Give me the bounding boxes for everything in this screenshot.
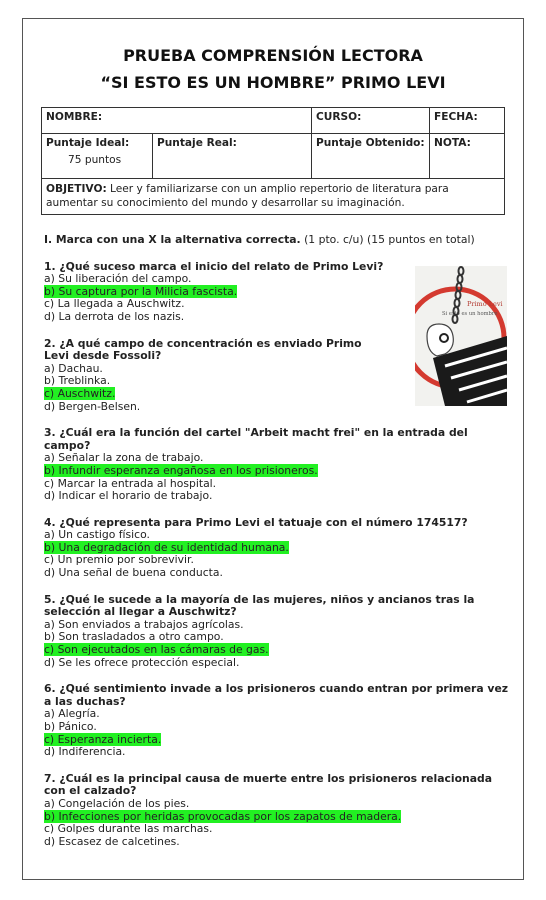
curso-field[interactable]: CURSO: — [312, 108, 430, 134]
nombre-field[interactable]: NOMBRE: — [42, 108, 312, 134]
question-5 — [44, 594, 514, 670]
cover-author: Primo Levi — [467, 300, 503, 308]
option-c[interactable]: c) Marcar la entrada al hospital. — [44, 476, 217, 490]
section-heading-detail: (1 pto. c/u) (15 puntos en total) — [300, 233, 475, 246]
puntaje-real-field[interactable]: Puntaje Real: — [153, 134, 312, 179]
student-info-table — [41, 107, 505, 215]
highlighted-answer: c) Son ejecutados en las cámaras de gas. — [44, 643, 269, 657]
option-b[interactable]: b) Pánico. — [44, 720, 97, 733]
question-text: 1. ¿Qué suceso marca el inicio del relato de Primo Levi? — [44, 259, 384, 273]
puntaje-ideal-label: Puntaje Ideal: — [46, 137, 130, 149]
objetivo-label: OBJETIVO: — [46, 183, 107, 195]
question-6 — [44, 683, 514, 759]
highlighted-answer: c) Esperanza incierta. — [44, 732, 162, 746]
option-c[interactable]: c) Un premio por sobrevivir. — [44, 553, 194, 567]
option-c[interactable]: c) La llegada a Auschwitz. — [44, 297, 185, 311]
question-3 — [44, 427, 514, 503]
highlighted-answer: b) Su captura por la Milicia fascista. — [44, 284, 238, 298]
question-text: 4. ¿Qué representa para Primo Levi el tatuaje con el número 174517? — [44, 515, 468, 529]
section-heading-bold: I. Marca con una X la alternativa correcta. — [44, 233, 301, 246]
option-d[interactable]: d) Se les ofrece protección especial. — [44, 655, 240, 669]
question-text: 5. ¿Qué le sucede a la mayoría de las mujeres, niños y ancianos tras la selección al llegar a Auschwitz? — [44, 592, 475, 619]
fecha-field[interactable]: FECHA: — [430, 108, 505, 134]
highlighted-answer: b) Una degradación de su identidad humana. — [44, 540, 289, 554]
question-text: 6. ¿Qué sentimiento invade a los prisioneros cuando entran por primera vez a las duchas? — [44, 682, 509, 708]
page-title: PRUEBA COMPRENSIÓN LECTORA — [123, 46, 423, 65]
option-a[interactable]: a) Su liberación del campo. — [44, 272, 192, 286]
highlighted-answer: b) Infecciones por heridas provocadas por los zapatos de madera. — [44, 809, 402, 823]
option-d[interactable]: d) Indiferencia. — [44, 745, 126, 759]
book-cover-illustration — [415, 266, 507, 406]
page-subtitle: “SI ESTO ES UN HOMBRE” PRIMO LEVI — [100, 73, 446, 92]
option-b[interactable]: b) Treblinka. — [44, 374, 111, 388]
puntaje-obtenido-field[interactable]: Puntaje Obtenido: — [312, 134, 430, 179]
option-a[interactable]: a) Congelación de los pies. — [44, 796, 190, 810]
puntaje-ideal-value: 75 puntos — [68, 154, 122, 166]
question-text: 7. ¿Cuál es la principal causa de muerte entre los prisioneros relacionada con el calzado? — [44, 771, 492, 798]
book-cover-image — [415, 266, 507, 406]
option-d[interactable]: d) Bergen-Belsen. — [44, 399, 141, 413]
section-heading — [44, 234, 514, 247]
question-7 — [44, 773, 514, 849]
question-4 — [44, 517, 514, 580]
option-a[interactable]: a) Un castigo físico. — [44, 528, 150, 542]
option-a[interactable]: a) Son enviados a trabajos agrícolas. — [44, 617, 244, 631]
objetivo-cell — [42, 179, 505, 215]
option-a[interactable]: a) Dachau. — [44, 361, 103, 375]
option-d[interactable]: d) Escasez de calcetines. — [44, 834, 180, 848]
highlighted-answer: b) Infundir esperanza engañosa en los prisioneros. — [44, 463, 318, 477]
option-b[interactable]: b) Son trasladados a otro campo. — [44, 630, 224, 644]
question-text: 3. ¿Cuál era la función del cartel "Arbeit macht frei" en la entrada del campo? — [44, 426, 468, 452]
nota-field[interactable]: NOTA: — [430, 134, 505, 179]
question-text: 2. ¿A qué campo de concentración es enviado Primo Levi desde Fossoli? — [44, 336, 362, 363]
puntaje-ideal-cell — [42, 134, 153, 179]
option-d[interactable]: d) Indicar el horario de trabajo. — [44, 489, 213, 503]
highlighted-answer: c) Auschwitz. — [44, 386, 116, 400]
option-d[interactable]: d) Una señal de buena conducta. — [44, 566, 223, 580]
cover-title: Si esto es un hombre — [442, 311, 498, 317]
option-c[interactable]: c) Golpes durante las marchas. — [44, 822, 213, 836]
option-a[interactable]: a) Alegría. — [44, 707, 100, 721]
option-d[interactable]: d) La derrota de los nazis. — [44, 309, 185, 323]
option-a[interactable]: a) Señalar la zona de trabajo. — [44, 451, 204, 465]
objetivo-text: Leer y familiarizarse con un amplio repertorio de literatura para aumentar su conocimiento del mundo y desarrollar su imaginación. — [46, 183, 449, 210]
